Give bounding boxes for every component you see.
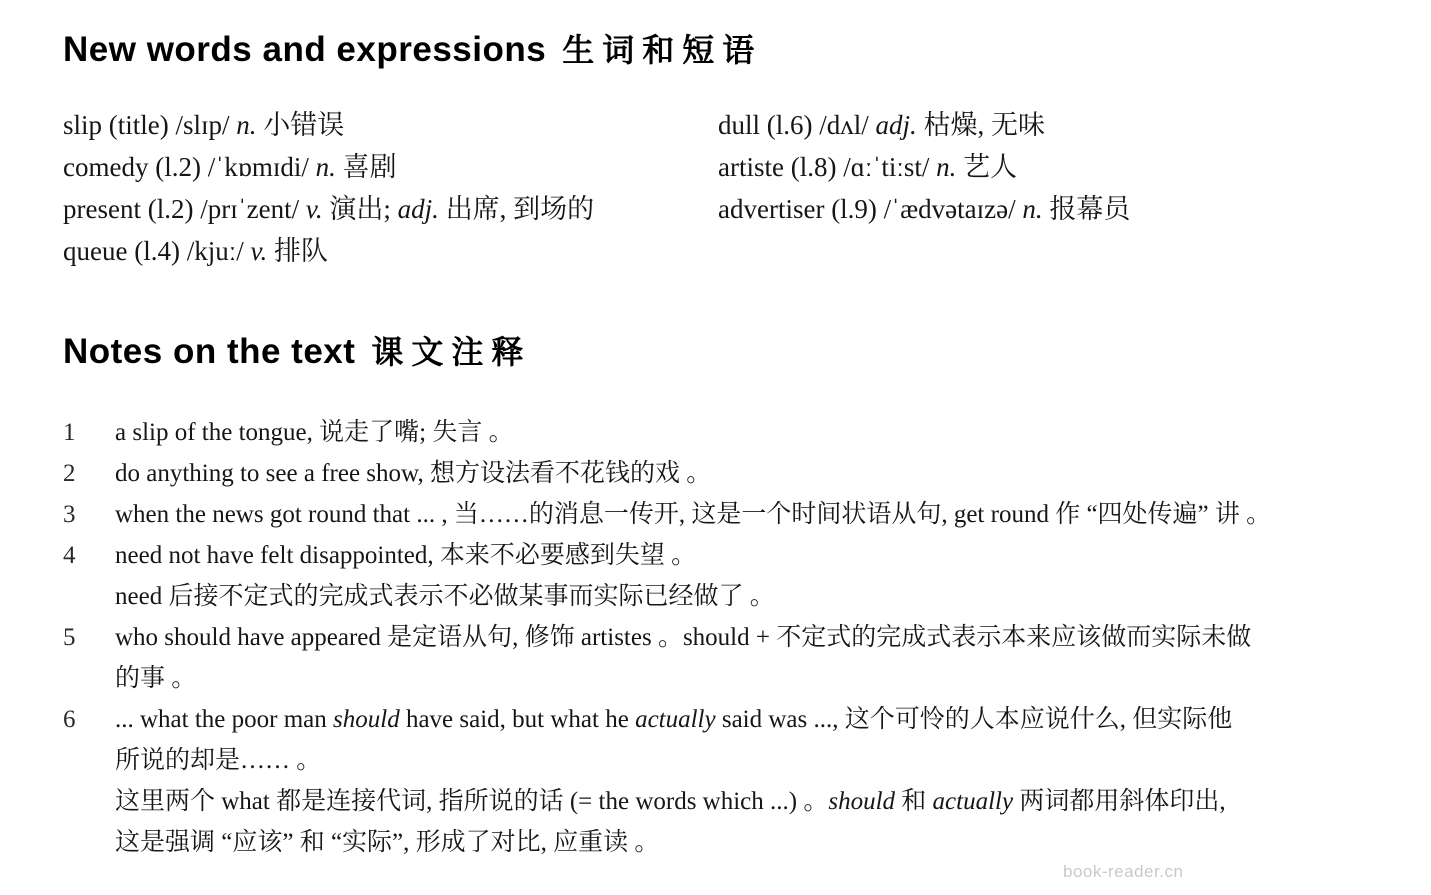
note-item-4 [63, 535, 1401, 617]
note-line: when the news got round that ... , 当……的消息一传开, 这是一个时间状语从句, get round 作 “四处传遍” 讲 。 [115, 501, 1272, 528]
vocab-entry-artiste: artiste (l.8) /ɑːˈtiːst/ n. 艺人 [718, 152, 1018, 182]
note-line: need 后接不定式的完成式表示不必做某事而实际已经做了 。 [115, 583, 775, 610]
vocab-entry-queue: queue (l.4) /kjuː/ v. 排队 [63, 236, 328, 266]
note-line: a slip of the tongue, 说走了嘴; 失言 。 [115, 419, 514, 446]
note-item-6 [63, 699, 1401, 863]
notes-section [63, 412, 1401, 863]
note-body [115, 617, 1401, 699]
new-words-heading-en: New words and expressions [63, 30, 547, 69]
note-body [115, 535, 1401, 617]
note-number: 3 [63, 501, 76, 528]
note-line: 所说的却是…… 。 [115, 747, 322, 774]
note-line: 的事 。 [115, 665, 197, 692]
note-line: need not have felt disappointed, 本来不必要感到失望 。 [115, 542, 697, 569]
vocab-column-left [63, 104, 718, 272]
note-line: 这里两个 what 都是连接代词, 指所说的话 (= the words which ...) 。should 和 actually 两词都用斜体印出, [115, 788, 1226, 815]
note-number: 6 [63, 706, 76, 733]
note-item-3 [63, 494, 1401, 535]
vocab-entry-present: present (l.2) /prɪˈzent/ v. 演出; adj. 出席, 到场的 [63, 194, 595, 224]
vocab-entry-comedy: comedy (l.2) /ˈkɒmɪdi/ n. 喜剧 [63, 152, 397, 182]
note-item-5 [63, 617, 1401, 699]
watermark: book-reader.cn [1063, 862, 1184, 881]
vocab-entry-slip: slip (title) /slɪp/ n. 小错误 [63, 110, 345, 140]
note-body [115, 453, 1401, 494]
note-number: 4 [63, 542, 76, 569]
vocab-column-right [718, 104, 1130, 272]
vocab-entry-dull: dull (l.6) /dʌl/ adj. 枯燥, 无味 [718, 110, 1046, 140]
vocab-section [63, 104, 1401, 272]
note-line: who should have appeared 是定语从句, 修饰 artistes 。should + 不定式的完成式表示本来应该做而实际未做 [115, 624, 1252, 651]
note-body [115, 494, 1401, 535]
note-body [115, 412, 1401, 453]
vocab-entry-advertiser: advertiser (l.9) /ˈædvətaɪzə/ n. 报幕员 [718, 194, 1131, 224]
note-line: 这是强调 “应该” 和 “实际”, 形成了对比, 应重读 。 [115, 829, 660, 856]
note-item-1 [63, 412, 1401, 453]
note-number: 2 [63, 460, 76, 487]
note-line: ... what the poor man should have said, but what he actually said was ..., 这个可怜的人本应说什么, 但实际他 [115, 706, 1233, 733]
notes-heading-zh: 课文注释 [371, 334, 532, 370]
note-item-2 [63, 453, 1401, 494]
note-number: 5 [63, 624, 76, 651]
note-body [115, 699, 1401, 863]
new-words-heading-zh: 生词和短语 [562, 32, 763, 68]
note-line: do anything to see a free show, 想方设法看不花钱的戏 。 [115, 460, 712, 487]
notes-heading [63, 330, 1401, 374]
note-number: 1 [63, 419, 76, 446]
notes-heading-en: Notes on the text [63, 332, 356, 371]
new-words-heading [63, 28, 1401, 72]
